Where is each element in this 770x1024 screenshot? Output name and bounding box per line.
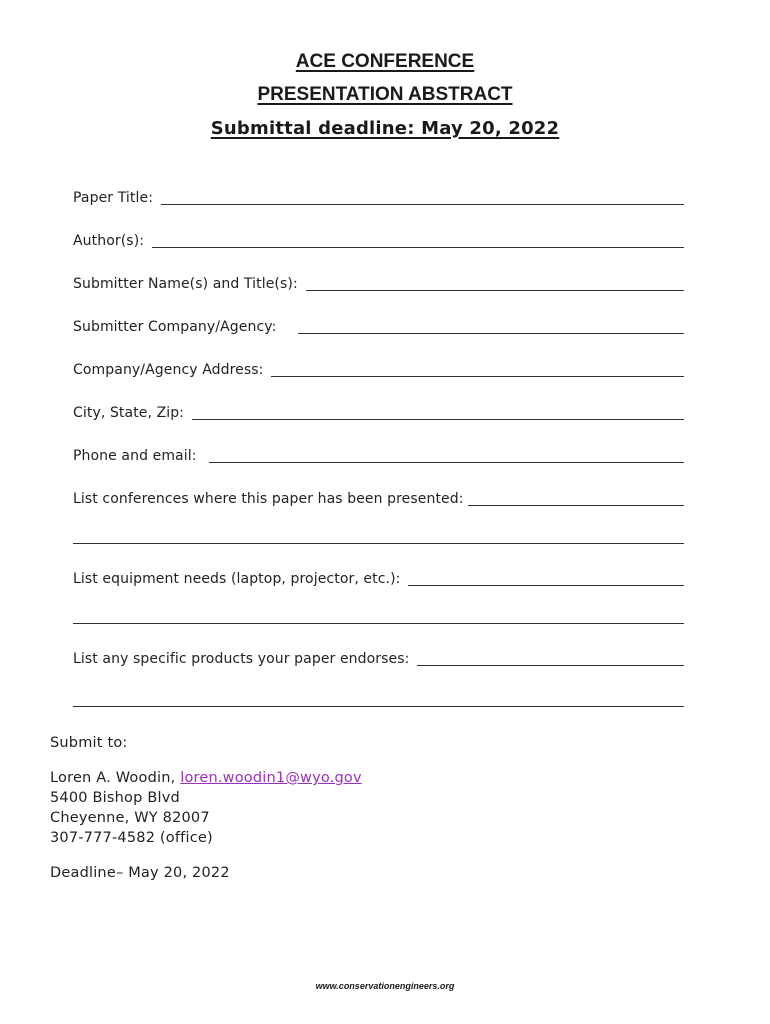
submitter-name-row: [73, 272, 684, 292]
products-field-continued[interactable]: [73, 706, 684, 707]
submitter-name-field[interactable]: [306, 290, 684, 291]
city-state-zip-label: City, State, Zip:: [73, 405, 185, 421]
paper-title-row: [73, 186, 684, 206]
paper-title-field[interactable]: [161, 204, 684, 205]
conferences-field[interactable]: [468, 505, 684, 506]
submitter-company-label: Submitter Company/Agency:: [73, 319, 277, 335]
contact-address: 5400 Bishop Blvd: [50, 790, 180, 806]
company-address-label: Company/Agency Address:: [73, 362, 264, 378]
contact-email-link[interactable]: loren.woodin1@wyo.gov: [180, 770, 362, 786]
equipment-field[interactable]: [408, 585, 684, 586]
city-state-zip-row: [73, 401, 684, 421]
company-address-field[interactable]: [271, 376, 684, 377]
products-label: List any specific products your paper endorses:: [73, 651, 410, 667]
conferences-row: [73, 487, 684, 507]
contact-name-line: [50, 768, 362, 788]
authors-field[interactable]: [152, 247, 684, 248]
equipment-label: List equipment needs (laptop, projector, etc.):: [73, 571, 401, 587]
equipment-row: [73, 567, 684, 587]
contact-phone: 307-777-4582 (office): [50, 830, 213, 846]
phone-email-row: [73, 444, 684, 464]
footer-website: www.conservationengineers.org: [315, 981, 455, 991]
conference-title: ACE CONFERENCE: [295, 51, 475, 72]
authors-label: Author(s):: [73, 233, 145, 249]
conferences-field-continued[interactable]: [73, 543, 684, 544]
company-address-row: [73, 358, 684, 378]
phone-email-label: Phone and email:: [73, 448, 197, 464]
products-field[interactable]: [417, 665, 684, 666]
submitter-company-row: [73, 315, 684, 335]
submitter-company-field[interactable]: [298, 333, 684, 334]
contact-city: Cheyenne, WY 82007: [50, 810, 210, 826]
submitter-name-label: Submitter Name(s) and Title(s):: [73, 276, 298, 292]
contact-name: Loren A. Woodin,: [50, 770, 176, 786]
submit-to-label: Submit to:: [50, 735, 128, 751]
equipment-field-continued[interactable]: [73, 623, 684, 624]
abstract-title: PRESENTATION ABSTRACT: [257, 84, 513, 105]
products-row: [73, 647, 684, 667]
phone-email-field[interactable]: [209, 462, 684, 463]
city-state-zip-field[interactable]: [192, 419, 684, 420]
conferences-label: List conferences where this paper has been presented:: [73, 491, 464, 507]
deadline-heading: Submittal deadline: May 20, 2022: [210, 118, 560, 139]
deadline-note: Deadline– May 20, 2022: [50, 865, 230, 881]
paper-title-label: Paper Title:: [73, 190, 154, 206]
authors-row: [73, 229, 684, 249]
